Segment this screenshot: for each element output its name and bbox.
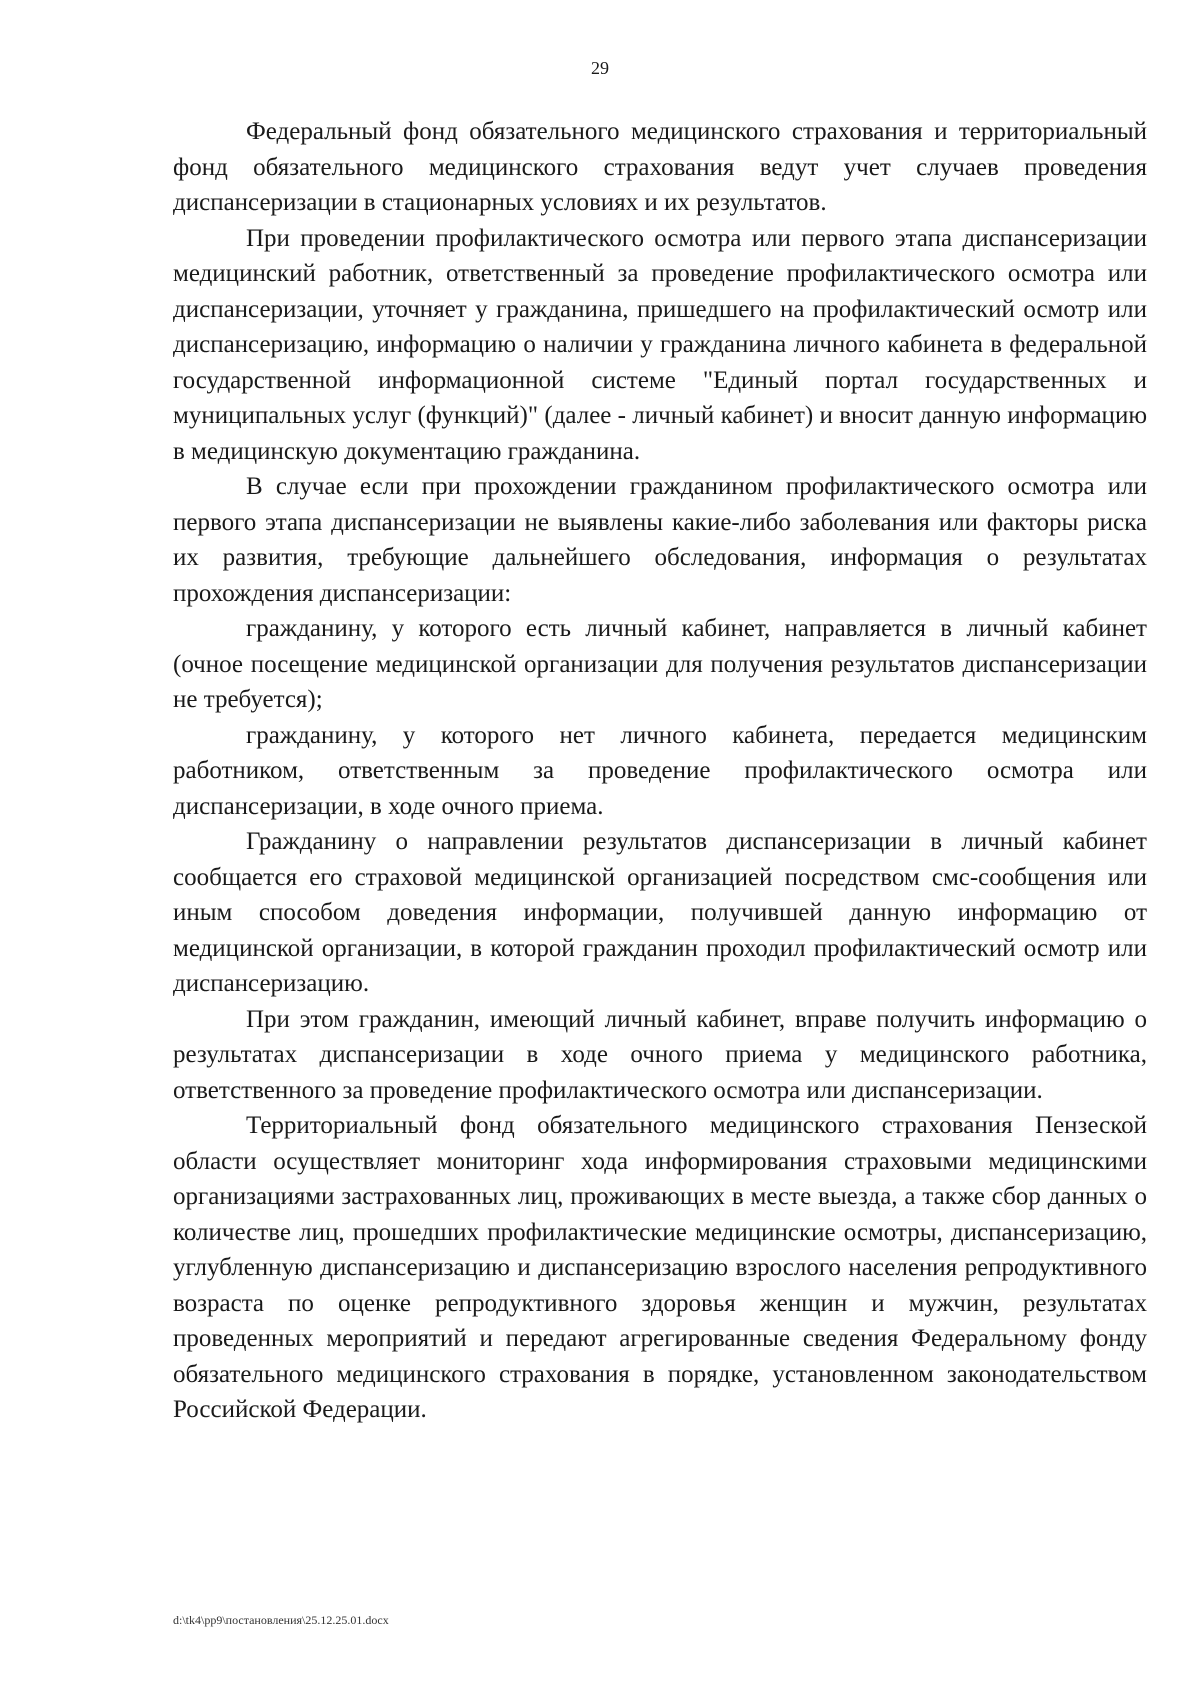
paragraph-results-info: В случае если при прохождении гражданином профилактического осмотра или первого этапа диспансеризации не выявлены какие-либо заболевания или факторы риска их развития, требующие дальнейшего обследования, информация о результатах прохождения диспансеризации: xyxy=(173,473,1147,607)
paragraph-personal-account-check: При проведении профилактического осмотра или первого этапа диспансеризации медицинский работник, ответственный за проведение профилактического осмотра или диспансеризации, уточняет у гражданина, пришедшего на профилактический осмотр или диспансеризацию, информацию о наличии у гражданина личного кабинета в федеральной государственной информационной системе "Единый портал государственных и муниципальных услуг (функций)" (далее - личный кабинет) и вносит данную информацию в медицинскую документацию гражданина. xyxy=(173,224,1147,465)
paragraph-without-account: гражданину, у которого нет личного кабинета, передается медицинским работником, ответственным за проведение профилактического осмотра или диспансеризации, в ходе очного приема. xyxy=(173,721,1147,820)
paragraph-territorial-fund-monitoring: Территориальный фонд обязательного медицинского страхования Пензеской области осуществляет мониторинг хода информирования страховыми медицинскими организациями застрахованных лиц, проживающих в месте выезда, а также сбор данных о количестве лиц, прошедших профилактические медицинские осмотры, диспансеризацию, углубленную диспансеризацию и диспансеризацию взрослого населения репродуктивного возраста по оценке репродуктивного здоровья женщин и мужчин, результатах проведенных мероприятий и передают агрегированные сведения Федеральному фонду обязательного медицинского страхования в порядке, установленном законодательством Российской Федерации. xyxy=(173,1112,1147,1423)
page-number: 29 xyxy=(591,58,609,78)
paragraph-fund-accounting: Федеральный фонд обязательного медицинского страхования и территориальный фонд обязательного медицинского страхования ведут учет случаев проведения диспансеризации в стационарных условиях и их результатов. xyxy=(173,118,1147,216)
document-body xyxy=(173,114,1147,1428)
paragraph-notification: Гражданину о направлении результатов диспансеризации в личный кабинет сообщается его страховой медицинской организацией посредством смс-сообщения или иным способом доведения информации, получившей данную информацию от медицинской организации, в которой гражданин проходил профилактический осмотр или диспансеризацию. xyxy=(173,828,1147,997)
footer-file-path: d:\tk4\pp9\постановления\25.12.25.01.docx xyxy=(173,1613,389,1627)
paragraph-with-account: гражданину, у которого есть личный кабинет, направляется в личный кабинет (очное посещение медицинской организации для получения результатов диспансеризации не требуется); xyxy=(173,615,1147,713)
paragraph-in-person-right: При этом гражданин, имеющий личный кабинет, вправе получить информацию о результатах диспансеризации в ходе очного приема у медицинского работника, ответственного за проведение профилактического осмотра или диспансеризации. xyxy=(173,1005,1147,1104)
